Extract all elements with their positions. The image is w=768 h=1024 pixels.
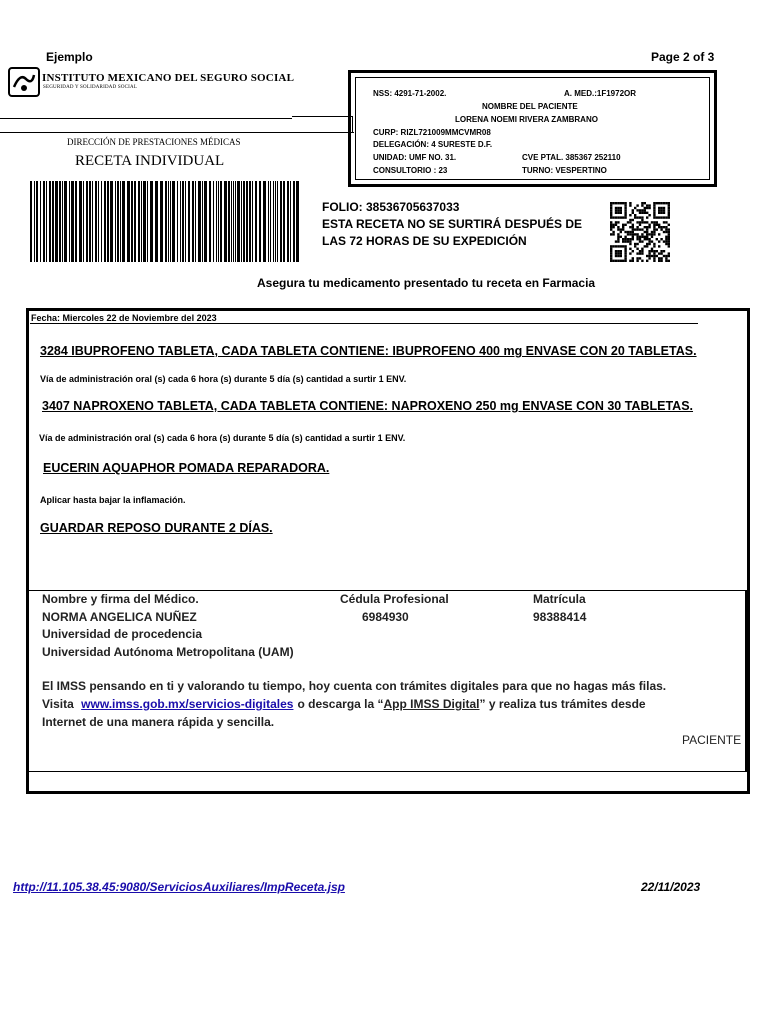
digital-message-line2: Visita www.imss.gob.mx/servicios-digitales o descarga la “App IMSS Digital” y realiza tus trámites desde <box>42 697 646 711</box>
matricula-label: Matrícula <box>533 592 586 606</box>
folio-warning-1: ESTA RECETA NO SE SURTIRÁ DESPUÉS DE <box>322 217 583 231</box>
university-label: Universidad de procedencia <box>42 627 203 641</box>
medication-name: 3407 NAPROXENO TABLETA, CADA TABLETA CONTIENE: NAPROXENO 250 mg ENVASE CON 30 TABLETAS. <box>42 399 694 413</box>
print-date: 22/11/2023 <box>641 880 701 894</box>
medication-instruction: Vía de administración oral (s) cada 6 hora (s) durante 5 día (s) cantidad a surtir 1 ENV. <box>40 374 407 384</box>
cedula-label: Cédula Profesional <box>340 592 449 606</box>
consultorio: CONSULTORIO : 23 <box>373 166 448 175</box>
divider-line <box>0 132 354 133</box>
doc-title: RECETA INDIVIDUAL <box>75 153 225 169</box>
unidad: UNIDAD: UMF NO. 31. <box>373 153 457 162</box>
turno: TURNO: VESPERTINO <box>522 166 607 175</box>
print-url-link[interactable]: http://11.105.38.45:9080/ServiciosAuxiliares/ImpReceta.jsp <box>13 880 345 894</box>
doctor-name-label: Nombre y firma del Médico. <box>42 592 199 606</box>
cve-ptal: CVE PTAL. 385367 252110 <box>522 153 621 162</box>
pharmacy-notice: Asegura tu medicamento presentado tu receta en Farmacia <box>257 276 596 290</box>
document-label: Ejemplo <box>46 50 93 64</box>
digital-message: El IMSS pensando en ti y valorando tu tiempo, hoy cuenta con trámites digitales para que no hagas más filas. <box>42 679 667 693</box>
doctor-name: NORMA ANGELICA NUÑEZ <box>42 610 197 624</box>
a-med: A. MED.:1F1972OR <box>564 89 637 98</box>
patient-name-label: NOMBRE DEL PACIENTE <box>482 102 578 111</box>
digital-message-line3: Internet de una manera rápida y sencilla. <box>42 715 275 729</box>
date-underline <box>30 323 698 324</box>
patient-name: LORENA NOEMI RIVERA ZAMBRANO <box>455 115 598 124</box>
cedula-number: 6984930 <box>362 610 409 624</box>
folio-number: FOLIO: 38536705637033 <box>322 200 460 214</box>
folio-block <box>322 199 582 250</box>
barcode-icon <box>30 181 300 262</box>
medication-instruction: Aplicar hasta bajar la inflamación. <box>40 495 186 505</box>
matricula-number: 98388414 <box>533 610 587 624</box>
folio-warning-2: LAS 72 HORAS DE SU EXPEDICIÓN <box>322 234 527 248</box>
nss: NSS: 4291-71-2002. <box>373 89 447 98</box>
curp: CURP: RIZL721009MMCVMR08 <box>373 128 491 137</box>
divider-line <box>292 116 352 117</box>
university-name: Universidad Autónoma Metropolitana (UAM) <box>42 645 294 659</box>
divider-line <box>0 118 292 119</box>
institution-name: INSTITUTO MEXICANO DEL SEGURO SOCIAL <box>42 72 295 84</box>
medication-name: 3284 IBUPROFENO TABLETA, CADA TABLETA CONTIENE: IBUPROFENO 400 mg ENVASE CON 20 TABLETAS. <box>40 344 697 358</box>
department: DIRECCIÓN DE PRESTACIONES MÉDICAS <box>67 137 241 147</box>
institution-subtitle: SEGURIDAD Y SOLIDARIDAD SOCIAL <box>43 85 138 90</box>
delegacion: DELEGACIÓN: 4 SURESTE D.F. <box>373 140 493 149</box>
page-indicator: Page 2 of 3 <box>651 50 715 64</box>
medication-instruction: Vía de administración oral (s) cada 6 hora (s) durante 5 día (s) cantidad a surtir 1 ENV. <box>39 433 406 443</box>
imss-digital-services-link[interactable]: www.imss.gob.mx/servicios-digitales <box>81 697 294 711</box>
prescription-date: Fecha: Miercoles 22 de Noviembre del 2023 <box>31 313 217 323</box>
care-instruction: GUARDAR REPOSO DURANTE 2 DÍAS. <box>40 521 273 535</box>
patient-info-box <box>348 70 717 187</box>
imss-logo-icon <box>8 67 40 97</box>
qr-code-icon <box>610 202 670 262</box>
medication-name: EUCERIN AQUAPHOR POMADA REPARADORA. <box>43 461 330 475</box>
app-imss-digital-link[interactable]: App IMSS Digital <box>383 697 480 711</box>
copy-label: PACIENTE <box>682 733 742 747</box>
